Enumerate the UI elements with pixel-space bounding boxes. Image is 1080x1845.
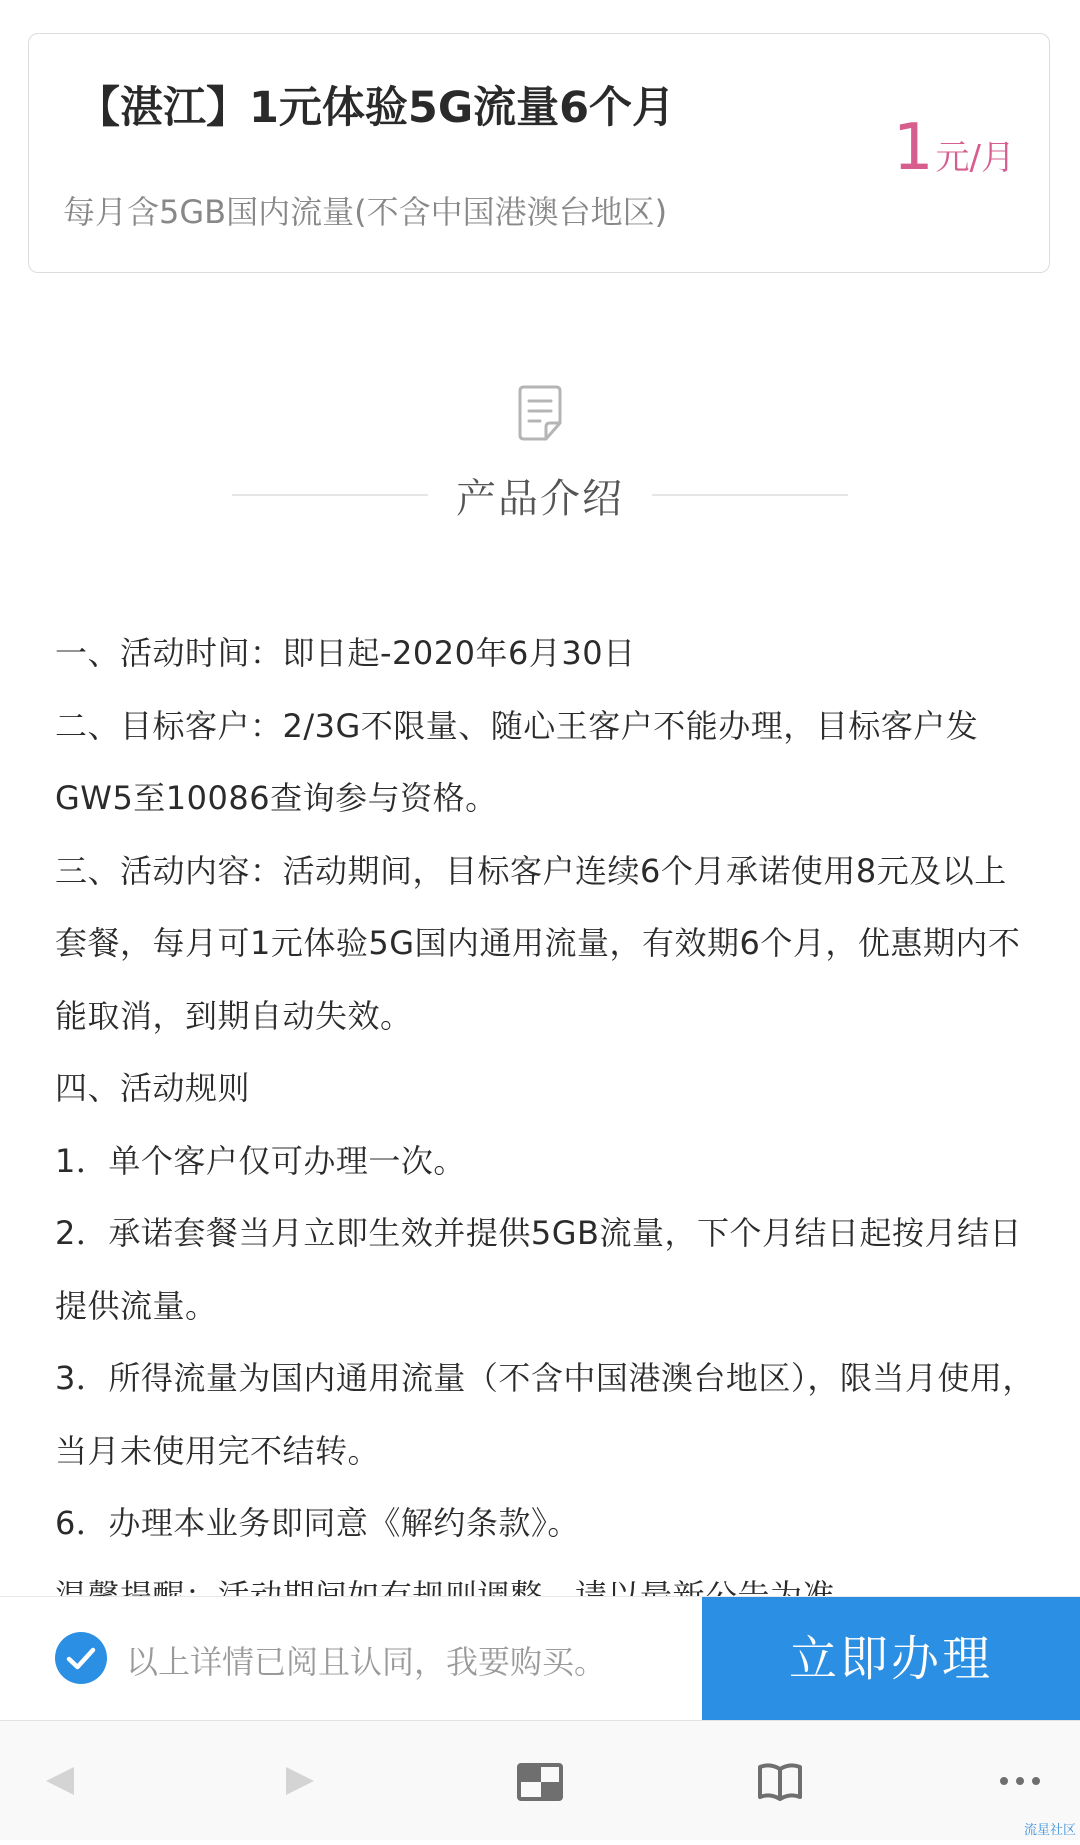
rule-line: 1．单个客户仅可办理一次。 xyxy=(55,1141,466,1180)
book-icon xyxy=(720,1721,840,1841)
price-amount: 1 xyxy=(892,111,934,185)
price xyxy=(892,111,1015,185)
product-card xyxy=(28,33,1050,273)
agree-text[interactable]: 以上详情已阅且认同，我要购买。 xyxy=(126,1643,607,1681)
rule-line: 二、目标客户：2/3G不限量、随心王客户不能办理，目标客户发GW5至10086查询参与资格。 xyxy=(55,706,979,817)
agree-checkbox[interactable] xyxy=(55,1632,107,1684)
tabs-icon xyxy=(480,1721,600,1841)
back-button[interactable] xyxy=(0,1721,120,1841)
back-icon xyxy=(0,1721,120,1841)
purchase-bar xyxy=(0,1596,1080,1720)
bookmarks-button[interactable] xyxy=(720,1721,840,1841)
checkmark-icon xyxy=(55,1632,107,1684)
divider-right xyxy=(652,494,848,496)
rule-line: 一、活动时间：即日起-2020年6月30日 xyxy=(55,634,636,672)
forward-button[interactable] xyxy=(240,1721,360,1841)
rule-line: 2．承诺套餐当月立即生效并提供5GB流量，下个月结日起按月结日提供流量。 xyxy=(55,1214,1022,1325)
rule-line: 6．办理本业务即同意《解约条款》。 xyxy=(55,1504,580,1542)
tabs-button[interactable] xyxy=(480,1721,600,1841)
product-title: 【湛江】1元体验5G流量6个月 xyxy=(77,83,676,133)
rule-line: 四、活动规则 xyxy=(55,1069,251,1107)
watermark: 流星社区 xyxy=(1023,1823,1076,1838)
browser-toolbar xyxy=(0,1720,1080,1840)
section-header xyxy=(0,385,1080,525)
document-icon xyxy=(518,385,562,441)
apply-now-button[interactable]: 立即办理 xyxy=(702,1597,1080,1721)
section-title: 产品介绍 xyxy=(456,476,624,522)
price-unit: 元/月 xyxy=(935,138,1015,178)
forward-icon xyxy=(240,1721,360,1841)
product-rules xyxy=(55,617,1035,1587)
product-description: 每月含5GB国内流量(不含中国港澳台地区) xyxy=(63,193,668,231)
rule-line: 3．所得流量为国内通用流量（不含中国港澳台地区），限当月使用，当月未使用完不结转。 xyxy=(55,1359,1035,1470)
rule-line: 三、活动内容：活动期间，目标客户连续6个月承诺使用8元及以上套餐，每月可1元体验5G国内通用流量，有效期6个月，优惠期内不能取消，到期自动失效。 xyxy=(55,851,1021,1035)
